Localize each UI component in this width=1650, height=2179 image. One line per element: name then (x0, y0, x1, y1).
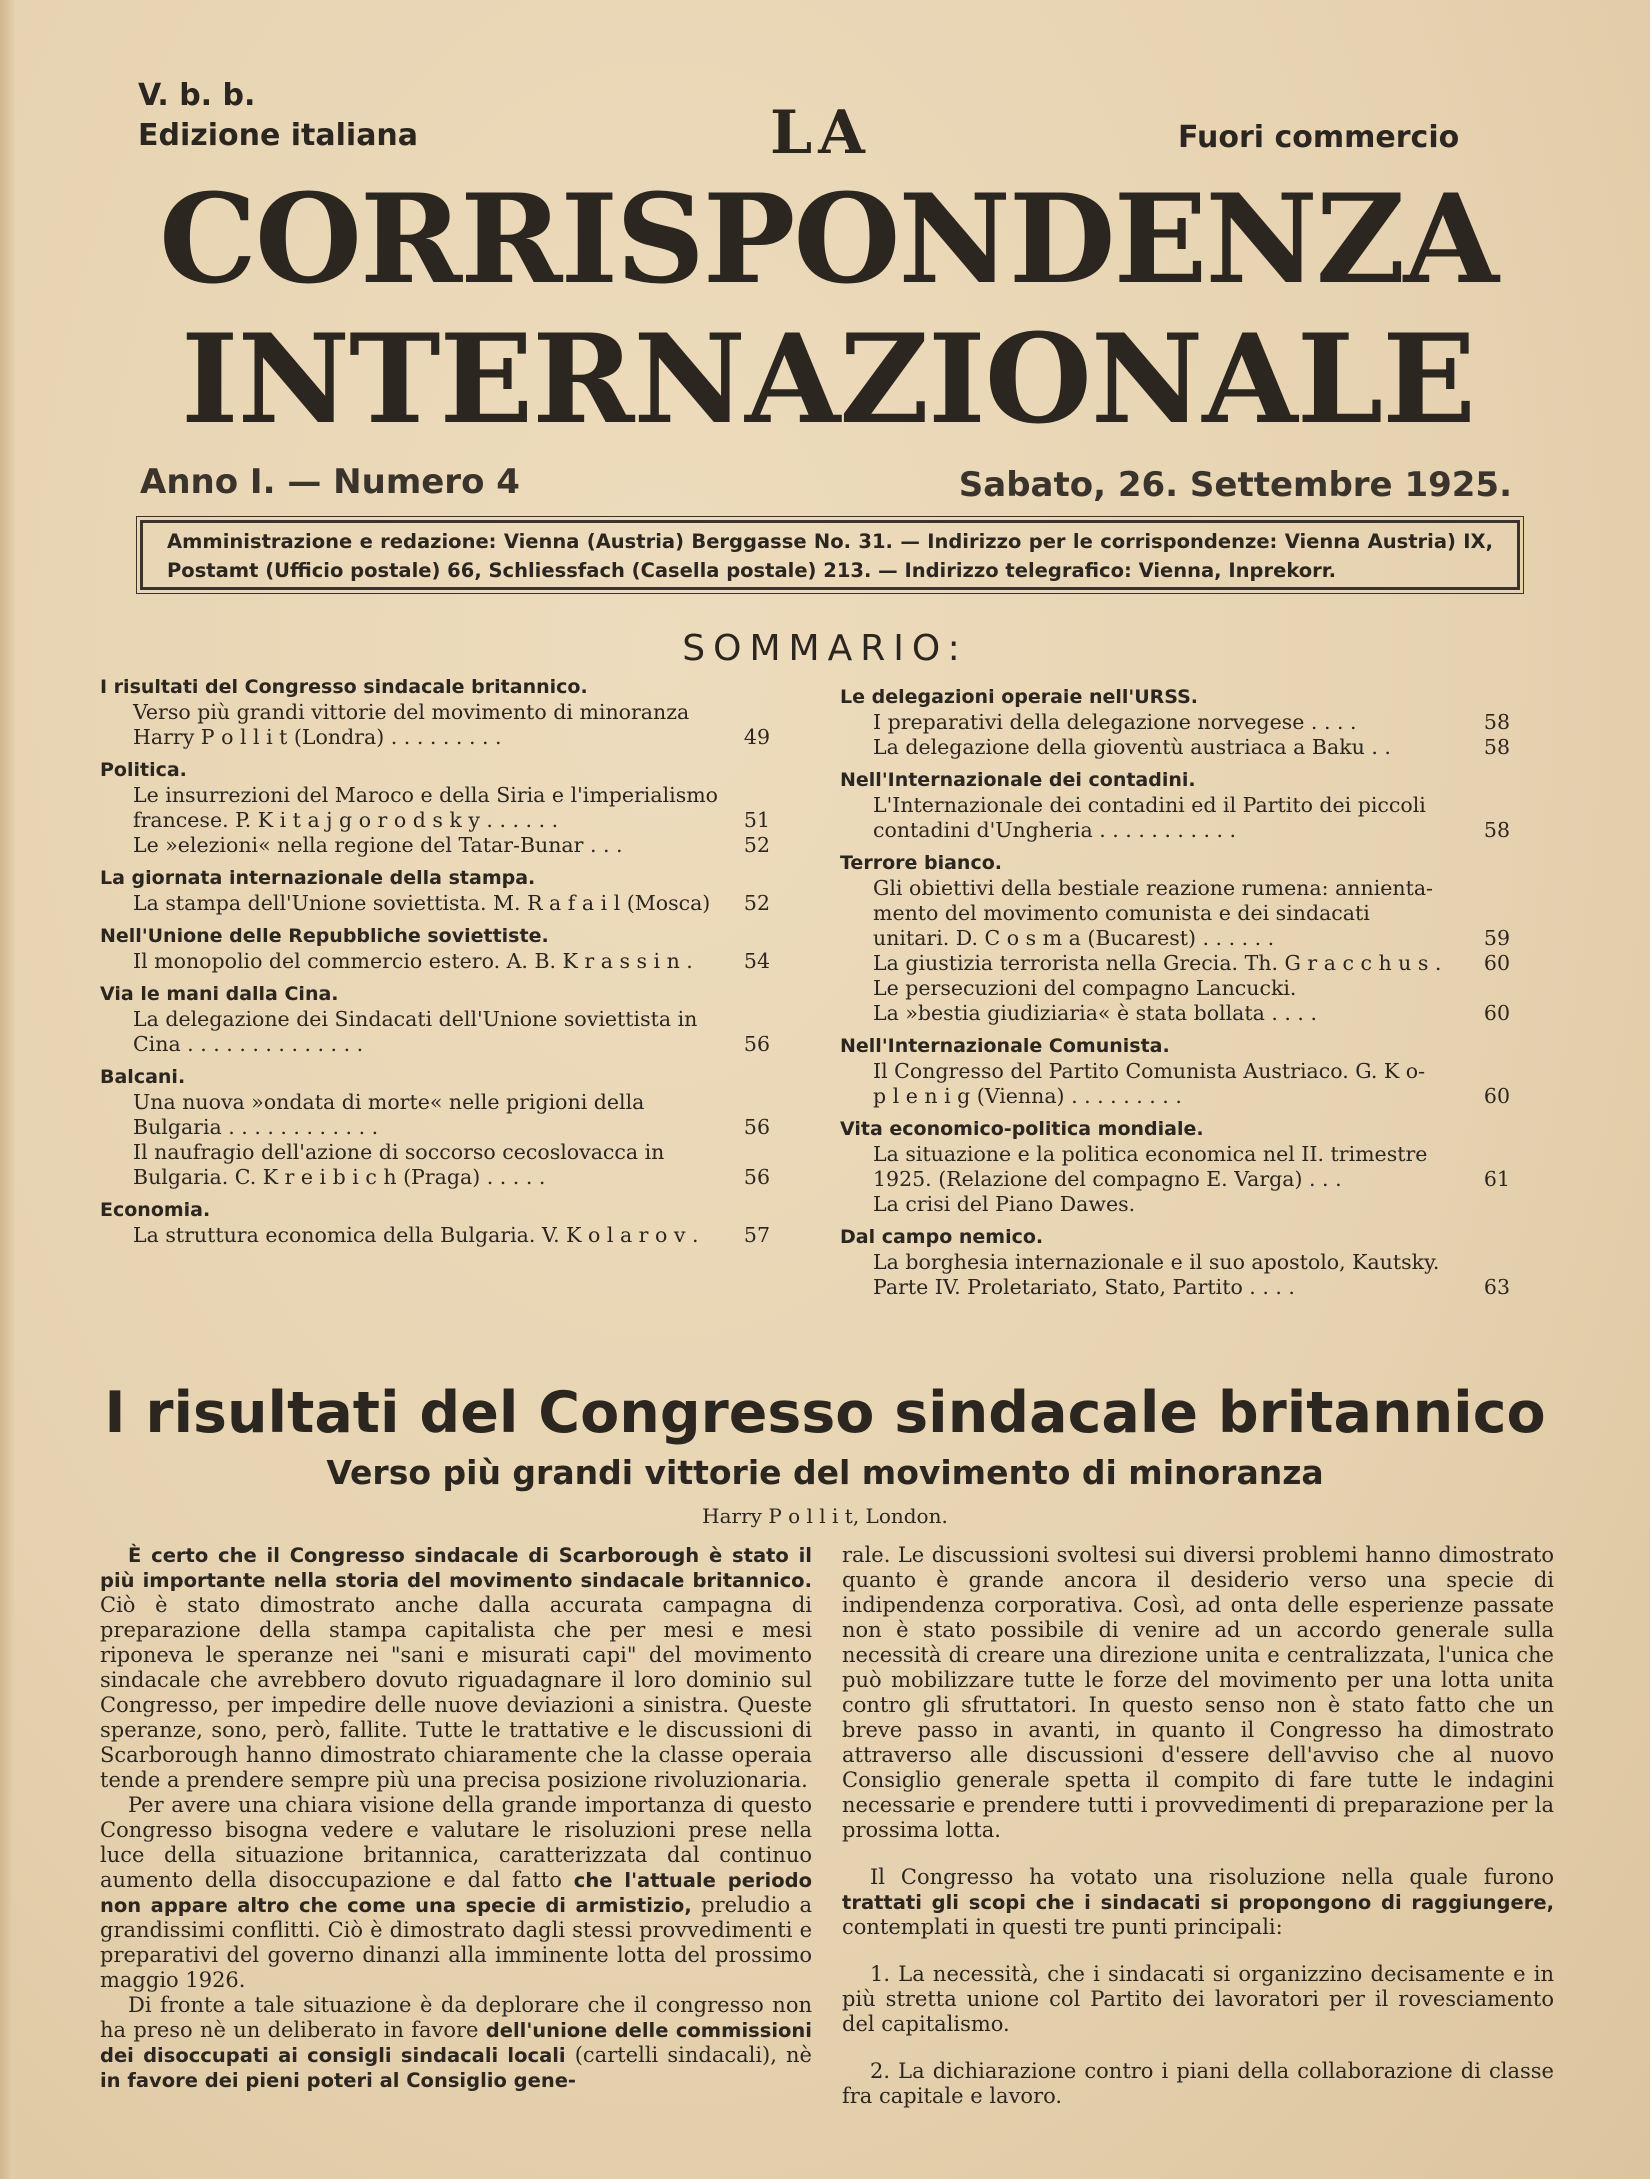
toc-entry-title: La giustizia terrorista nella Grecia. Th. G r a c c h u s . (873, 951, 1442, 975)
toc-section-title: Politica. (100, 759, 187, 781)
toc-entry-page (726, 1090, 770, 1115)
toc-left (100, 675, 770, 1256)
toc-entry (840, 818, 1510, 843)
toc-section-title: Terrore bianco. (840, 852, 1002, 874)
vbb-label: V. b. b. (138, 78, 256, 113)
toc-entry-title: La struttura economica della Bulgaria. V. K o l a r o v . (133, 1223, 699, 1247)
bold-text: che l'attuale periodo non appare altro che come una specie di armistizio, (100, 1869, 812, 1917)
toc-entry-title: unitari. D. C o s m a (Bucarest) . . . . . . (873, 926, 1275, 950)
toc-entry-title: Cina . . . . . . . . . . . . . . (133, 1032, 364, 1056)
paragraph (100, 1543, 812, 1793)
toc-entry (840, 1001, 1510, 1026)
bold-text: È certo che il Congresso sindacale di Scarborough è stato il più importante nella storia del movimento sindacale britannico. (100, 1544, 812, 1592)
toc-entry-title: La crisi del Piano Dawes. (873, 1192, 1136, 1216)
toc-entry (840, 876, 1510, 901)
toc-entry-page (1466, 976, 1510, 1001)
toc-section-title: Via le mani dalla Cina. (100, 983, 339, 1005)
toc-section (840, 1034, 1510, 1109)
toc-entry-title: Gli obiettivi della bestiale reazione rumena: annienta- (873, 876, 1433, 900)
toc-entry (840, 1142, 1510, 1167)
toc-entry (840, 1275, 1510, 1300)
paragraph (100, 1793, 812, 1993)
toc-entry-title: Le »elezioni« nella regione del Tatar-Bunar . . . (133, 833, 623, 857)
toc-section-title: Dal campo nemico. (840, 1226, 1044, 1248)
bold-text: trattati gli scopi che i sindacati si propongono di raggiungere, (842, 1891, 1554, 1914)
toc-entry-page: 61 (1483, 1167, 1510, 1191)
paragraph (842, 1865, 1554, 1940)
toc-entry (840, 735, 1510, 760)
toc-entry-page (726, 1140, 770, 1165)
toc-right (840, 685, 1510, 1308)
bold-text: dell'unione delle commissioni dei disoccupati ai consigli sindacali locali (100, 2019, 812, 2067)
toc-section (100, 1198, 770, 1248)
toc-section-title: Nell'Internazionale dei contadini. (840, 769, 1196, 791)
article-column-right (842, 1543, 1554, 2109)
toc-section-title: Le delegazioni operaie nell'URSS. (840, 686, 1198, 708)
toc-entry-title: Bulgaria. C. K r e i b i c h (Praga) . . . . . (133, 1165, 546, 1189)
sommario-title: SOMMARIO: (682, 628, 968, 669)
toc-entry (840, 1059, 1510, 1084)
toc-entry (840, 901, 1510, 926)
text: (cartelli sindacali), nè (565, 2043, 812, 2067)
toc-section-title: I risultati del Congresso sindacale britannico. (100, 676, 588, 698)
toc-entry-page (1466, 901, 1510, 926)
toc-entry (100, 833, 770, 858)
toc-entry-title: Le persecuzioni del compagno Lancucki. (873, 976, 1297, 1000)
toc-entry-page: 52 (743, 833, 770, 857)
toc-entry-title: La stampa dell'Unione soviettista. M. R a f a i l (Mosca) (133, 891, 711, 915)
text: Ciò è stato dimostrato anche dalla accurata campagna di preparazione della stampa capitalista che per mesi e mesi riponeva le speranze nei "sani e misurati capi" del movimento sindacale che avrebbero dovuto riguadagnare il loro dominio sul Congresso, per impedire delle nuove deviazioni a sinistra. Queste speranze, sono, però, fallite. Tutte le trattative e le discussioni di Scarborough hanno dimostrato chiaramente che la classe operaia tende a prendere sempre più una precisa posizione rivoluzionaria. (100, 1593, 812, 1792)
toc-entry-title: La »bestia giudiziaria« è stata bollata . . . . (873, 1001, 1317, 1025)
toc-entry-page: 51 (743, 808, 770, 832)
paragraph: 2. La dichiarazione contro i piani della collaborazione di classe fra capitale e lavoro. (842, 2059, 1554, 2108)
toc-entry-page: 52 (743, 891, 770, 915)
toc-section-title: Vita economico-politica mondiale. (840, 1118, 1204, 1140)
toc-entry-page (1466, 1059, 1510, 1084)
toc-entry (100, 1032, 770, 1057)
toc-entry-page: 56 (743, 1115, 770, 1139)
edition-label: Edizione italiana (138, 118, 419, 153)
toc-entry (100, 1165, 770, 1190)
toc-section-title: Nell'Unione delle Repubbliche soviettiste. (100, 925, 549, 947)
toc-entry (100, 808, 770, 833)
toc-entry-title: Il naufragio dell'azione di soccorso cecoslovacca in (133, 1140, 665, 1164)
toc-section-title: Nell'Internazionale Comunista. (840, 1035, 1170, 1057)
toc-entry-title: mento del movimento comunista e dei sindacati (873, 901, 1370, 925)
commerce-label: Fuori commercio (1178, 120, 1460, 155)
toc-entry-title: p l e n i g (Vienna) . . . . . . . . . (873, 1084, 1182, 1108)
toc-entry-title: I preparativi della delegazione norvegese . . . . (873, 710, 1357, 734)
article-column-left (100, 1543, 812, 2093)
toc-section (840, 1117, 1510, 1217)
toc-entry (840, 1167, 1510, 1192)
toc-entry (100, 1007, 770, 1032)
toc-entry-title: Una nuova »ondata di morte« nelle prigioni della (133, 1090, 645, 1114)
toc-section (100, 1065, 770, 1190)
toc-entry-title: L'Internazionale dei contadini ed il Partito dei piccoli (873, 793, 1426, 817)
toc-entry-page (726, 700, 770, 725)
toc-entry-page: 63 (1483, 1275, 1510, 1299)
toc-entry-title: Il monopolio del commercio estero. A. B. K r a s s i n . (133, 949, 693, 973)
toc-entry (100, 891, 770, 916)
text: Di fronte a tale situazione è da deplorare che il congresso non ha preso nè un deliberato in favore (100, 1993, 812, 2042)
toc-entry-title: Le insurrezioni del Maroco e della Siria e l'imperialismo (133, 783, 719, 807)
toc-entry (100, 700, 770, 725)
article-subtitle: Verso più grandi vittorie del movimento di minoranza (326, 1453, 1324, 1492)
article-title: I risultati del Congresso sindacale britannico (104, 1380, 1546, 1446)
toc-entry (840, 926, 1510, 951)
toc-entry-title: La delegazione dei Sindacati dell'Unione soviettista in (133, 1007, 698, 1031)
toc-entry (840, 1192, 1510, 1217)
toc-entry (100, 1140, 770, 1165)
toc-section (840, 851, 1510, 1026)
toc-entry-page (1466, 1192, 1510, 1217)
toc-entry-page: 60 (1483, 951, 1510, 975)
toc-entry (100, 1223, 770, 1248)
paragraph: 1. La necessità, che i sindacati si organizzino decisamente e in più stretta unione col Partito dei lavoratori per il rovesciamento del capitalismo. (842, 1962, 1554, 2036)
toc-section-title: Balcani. (100, 1066, 186, 1088)
text: Il Congresso ha votato una risoluzione nella quale furono (870, 1865, 1554, 1889)
toc-entry-page: 60 (1483, 1084, 1510, 1108)
admin-box: Amministrazione e redazione: Vienna (Austria) Berggasse No. 31. — Indirizzo per le corrispondenze: Vienna Austria) IX, Postamt (Ufficio postale) 66, Schliessfach (Casella postale) 213. — Indirizzo telegrafico: Vienna, Inprekorr. (140, 520, 1520, 590)
masthead-la: LA (770, 98, 871, 168)
toc-section (840, 768, 1510, 843)
toc-entry-title: Parte IV. Proletariato, Stato, Partito . . . . (873, 1275, 1295, 1299)
toc-entry-title: contadini d'Ungheria . . . . . . . . . . . (873, 818, 1237, 842)
toc-section-title: Economia. (100, 1199, 211, 1221)
toc-entry-page: 58 (1483, 735, 1510, 759)
text: preludio a grandissimi conflitti. Ciò è dimostrato dagli stessi provvedimenti e preparativi del governo dinanzi alla imminente lotta del prossimo maggio 1926. (100, 1893, 813, 1992)
toc-entry-page (726, 783, 770, 808)
toc-entry-title: La delegazione della gioventù austriaca a Baku . . (873, 735, 1391, 759)
toc-entry (840, 1250, 1510, 1275)
toc-entry-page: 49 (743, 725, 770, 749)
toc-entry (840, 976, 1510, 1001)
toc-entry-title: Verso più grandi vittorie del movimento di minoranza (133, 700, 690, 724)
paragraph: rale. Le discussioni svoltesi sui diversi problemi hanno dimostrato quanto è grande ancora il desiderio verso una specie di indipendenza corporativa. Così, ad onta delle esperienze passate non è stato possibile di venire ad un accordo generale sulla necessità di creare una direzione unita e centralizzata, l'unica che può mobilizzare tutte le forze del movimento per una lotta unita contro gli sfruttatori. In questo senso non è stato fatto che un breve passo in avanti, in quanto il Congresso ha dimostrato attraverso alle discussioni d'essere dell'avviso che al nuovo Consiglio generale spetta il compito di fare tutte le indagini necessarie e prendere tutti i provvedimenti di preparazione per la prossima lotta. (842, 1543, 1554, 1842)
issue-number: Anno I. — Numero 4 (140, 462, 520, 502)
toc-entry-page: 57 (743, 1223, 770, 1247)
toc-section (840, 685, 1510, 760)
toc-entry-page: 58 (1483, 818, 1510, 842)
toc-entry (100, 783, 770, 808)
toc-entry-page: 58 (1483, 710, 1510, 734)
toc-entry-page: 60 (1483, 1001, 1510, 1025)
paragraph (100, 1993, 812, 2093)
toc-entry (840, 1084, 1510, 1109)
toc-section (100, 758, 770, 858)
bold-text: in favore dei pieni poteri al Consiglio gene- (100, 2069, 577, 2092)
toc-section (100, 982, 770, 1057)
toc-entry (100, 1115, 770, 1140)
toc-entry-page (1466, 876, 1510, 901)
toc-section (100, 675, 770, 750)
toc-entry-title: Bulgaria . . . . . . . . . . . . (133, 1115, 379, 1139)
text: contemplati in questi tre punti principali: (842, 1915, 1283, 1939)
toc-section-title: La giornata internazionale della stampa. (100, 867, 536, 889)
toc-section (840, 1225, 1510, 1300)
toc-entry-title: Harry P o l l i t (Londra) . . . . . . . . . (133, 725, 502, 749)
toc-entry-page (1466, 1250, 1510, 1275)
toc-entry (100, 725, 770, 750)
toc-entry (840, 793, 1510, 818)
issue-date: Sabato, 26. Settembre 1925. (958, 465, 1512, 505)
toc-entry-page (1466, 1142, 1510, 1167)
masthead-line1: CORRISPONDENZA (159, 168, 1497, 312)
text: Per avere una chiara visione della grande importanza di questo Congresso bisogna vedere e valutare le risoluzioni prese nella luce della situazione britannica, caratterizzata dal continuo aumento della disoccupazione e dal fatto (100, 1793, 812, 1892)
toc-entry-page: 56 (743, 1165, 770, 1189)
masthead-line2: INTERNAZIONALE (181, 308, 1475, 452)
toc-entry-title: Il Congresso del Partito Comunista Austriaco. G. K o- (873, 1059, 1426, 1083)
toc-entry-title: 1925. (Relazione del compagno E. Varga) . . . (873, 1167, 1342, 1191)
toc-entry-page: 59 (1483, 926, 1510, 950)
article-byline: Harry P o l l i t, London. (702, 1504, 948, 1528)
toc-entry-page (1466, 793, 1510, 818)
toc-section (100, 924, 770, 974)
toc-entry-page (726, 1007, 770, 1032)
toc-entry-title: La borghesia internazionale e il suo apostolo, Kautsky. (873, 1250, 1440, 1274)
toc-entry (840, 710, 1510, 735)
toc-entry-page: 54 (743, 949, 770, 973)
toc-entry (100, 949, 770, 974)
toc-entry-title: francese. P. K i t a j g o r o d s k y . . . . . . (133, 808, 559, 832)
page-edge (0, 0, 14, 2179)
toc-entry (100, 1090, 770, 1115)
toc-entry-title: La situazione e la politica economica nel II. trimestre (873, 1142, 1428, 1166)
toc-entry-page: 56 (743, 1032, 770, 1056)
toc-entry (840, 951, 1510, 976)
toc-section (100, 866, 770, 916)
